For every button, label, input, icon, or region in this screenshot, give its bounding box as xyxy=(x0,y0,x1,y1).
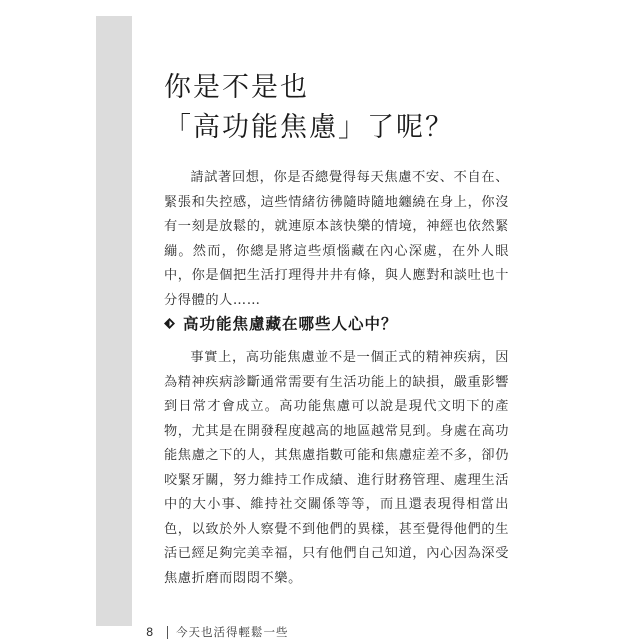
section-paragraph: 事實上，高功能焦慮並不是一個正式的精神疾病，因為精神疾病診斷通常需要有生活功能上的缺損，嚴重影響到日常才會成立。高功能焦慮可以說是現代文明下的產物，尤其是在開發程度越高的地區越常見到。身處在高功能焦慮之下的人，其焦慮指數可能和焦慮症差不多，卻仍咬緊牙關，努力維持工作成績、進行財務管理、處理生活中的大小事、維持社交關係等等，而且還表現得相當出色，以致於外人察覺不到他們的異樣，甚至覺得他們的生活已經足夠完美幸福，只有他們自己知道，內心因為深受焦慮折磨而悶悶不樂。 xyxy=(164,350,509,586)
page-gutter-band xyxy=(96,16,132,626)
title-line-1: 你是不是也 xyxy=(164,72,309,103)
intro-paragraph: 請試著回想，你是否總覺得每天焦慮不安、不自在、緊張和失控感，這些情緒彷彿隨時隨地纏繞在身上，你沒有一刻是放鬆的，就連原本該快樂的情境，神經也依然緊繃。然而，你總是將這些煩惱藏在內心深處，在外人眼中，你是個把生活打理得井井有條，與人應對和談吐也十分得體的人…… xyxy=(164,170,509,308)
page-content xyxy=(132,16,546,639)
footer-separator xyxy=(167,626,168,639)
diamond-bullet-icon xyxy=(164,318,175,329)
section-heading xyxy=(164,312,398,334)
running-title: 今天也活得輕鬆一些 xyxy=(176,625,289,639)
title-line-2: 「高功能焦慮」了呢？ xyxy=(164,112,454,143)
section-heading-text: 高功能焦慮藏在哪些人心中？ xyxy=(183,315,398,333)
chapter-title xyxy=(164,68,454,148)
page-number: 8 xyxy=(146,625,154,639)
